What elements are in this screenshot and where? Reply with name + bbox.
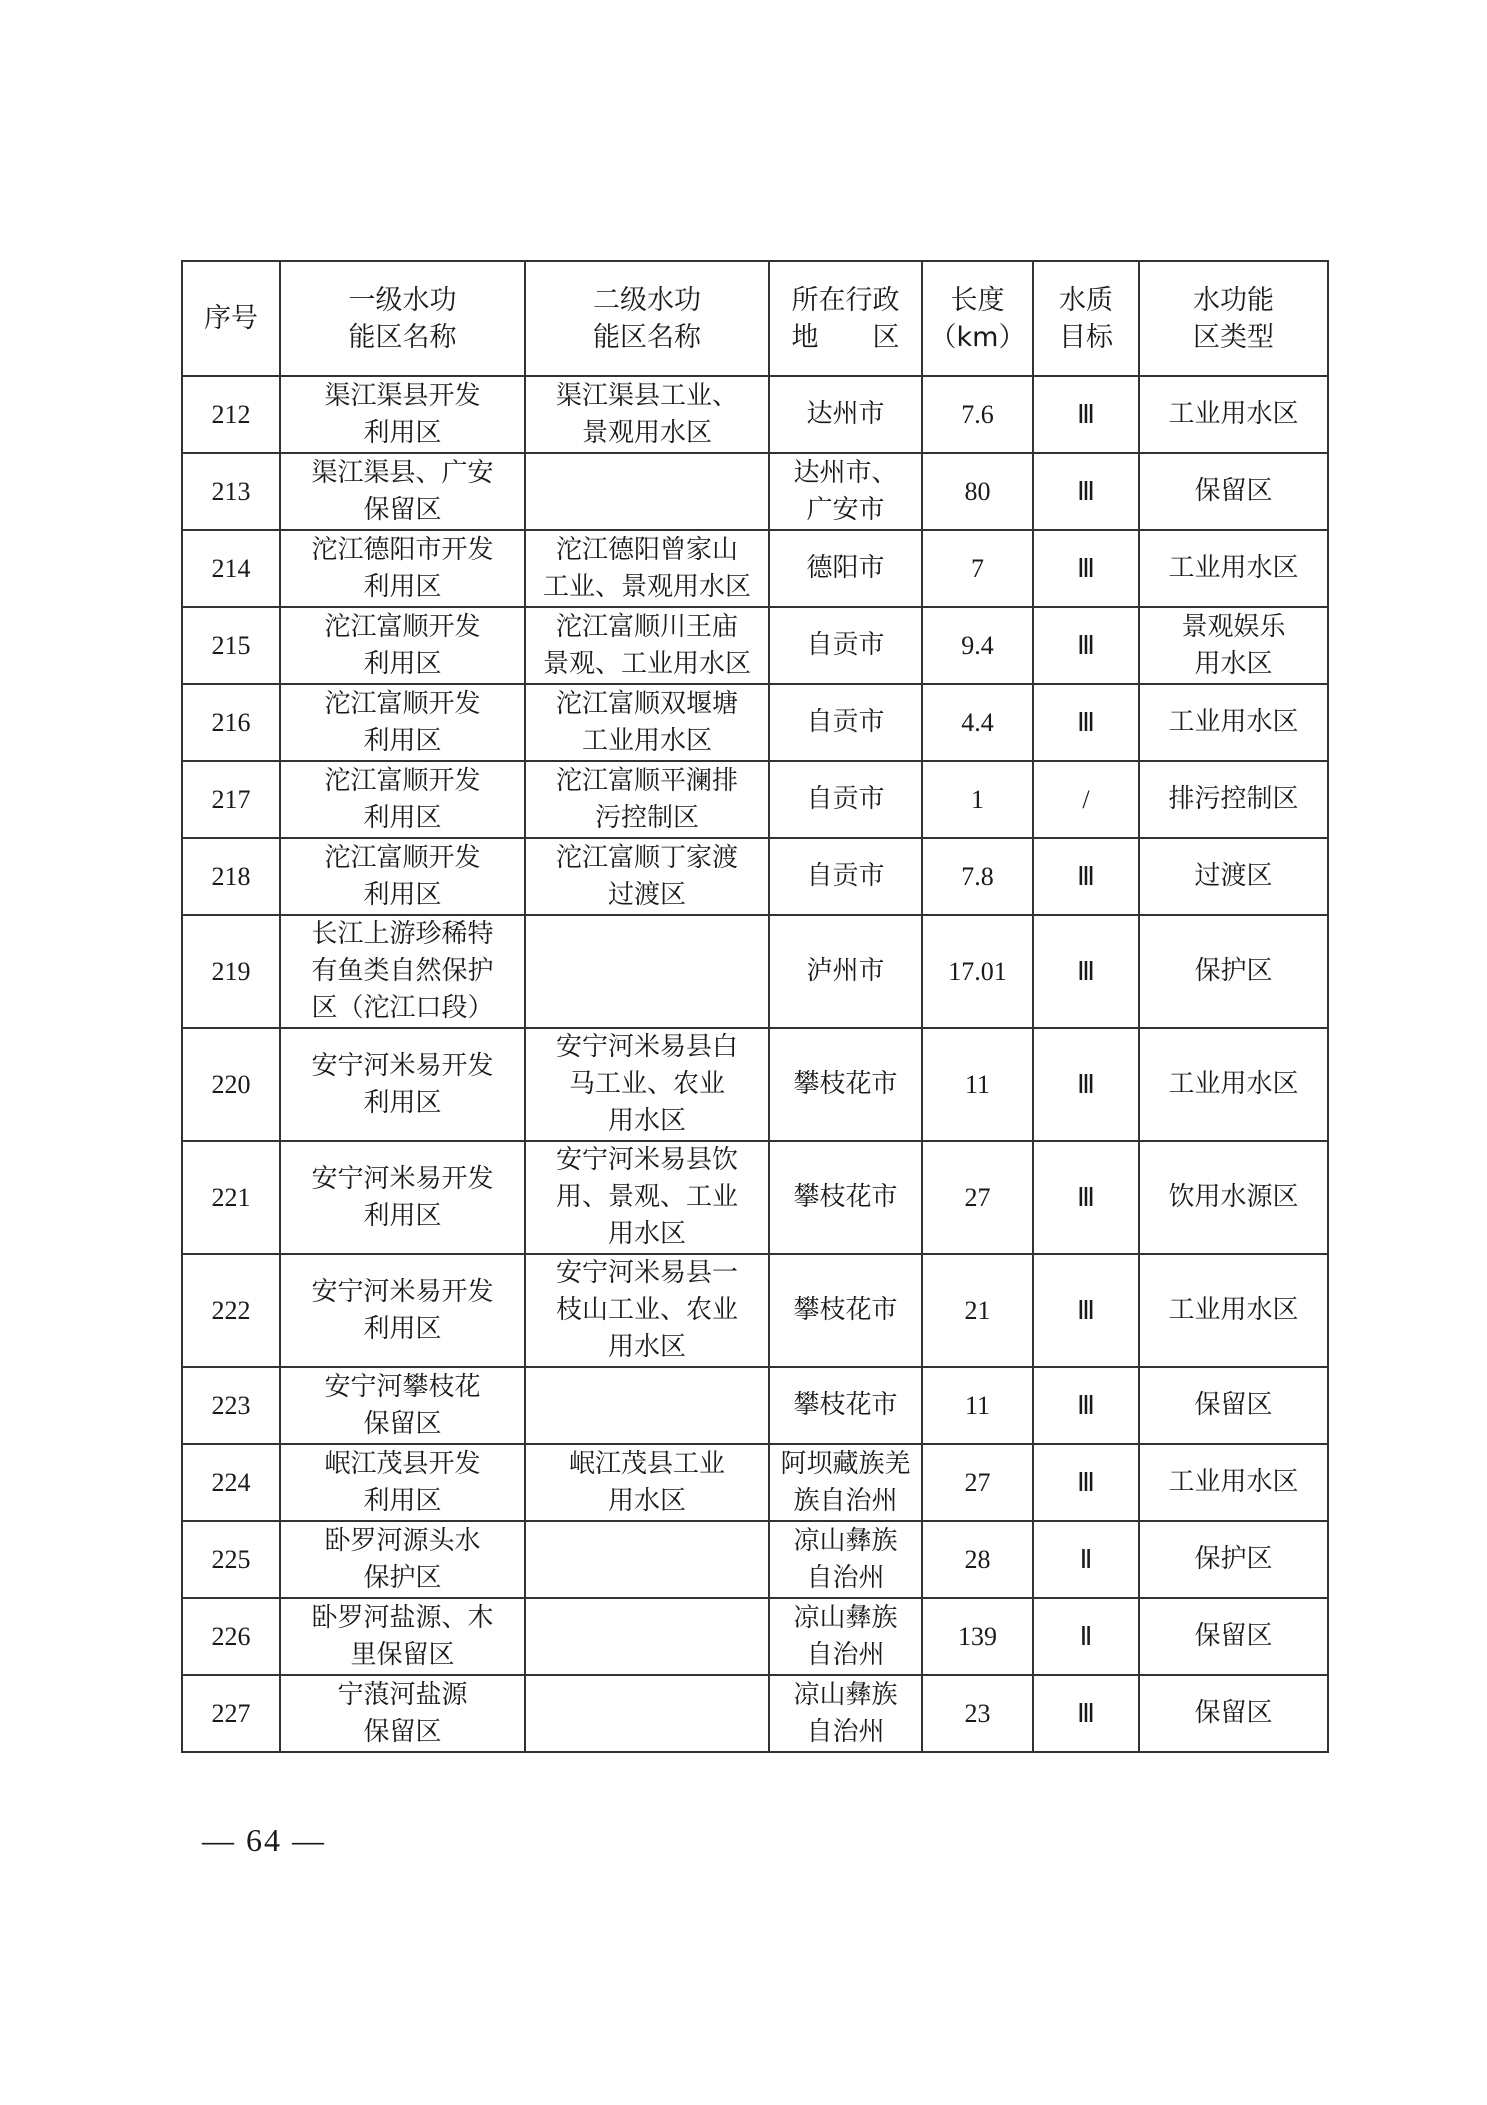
cell-region — [769, 376, 922, 453]
cell-line: 安宁河米易县饮 — [555, 1145, 738, 1175]
header-line: 水功能 — [1193, 284, 1274, 316]
cell-level2 — [525, 684, 769, 761]
cell-line: 岷江茂县开发 — [324, 1448, 481, 1479]
cell-line: 里保留区 — [350, 1639, 455, 1670]
cell-line: 渠江渠县、广安 — [311, 457, 494, 488]
cell-line: 沱江富顺丁家渡 — [555, 842, 738, 873]
cell-quality: Ⅲ — [1033, 530, 1139, 607]
cell-line: 广安市 — [806, 494, 885, 525]
cell-line: 景观用水区 — [581, 417, 712, 448]
header-line: 序号 — [204, 303, 258, 334]
cell-level2 — [525, 915, 769, 1028]
cell-line: 攀枝花市 — [793, 1069, 898, 1099]
cell-line: 保留区 — [1194, 1621, 1273, 1651]
cell-line: 族自治州 — [793, 1485, 898, 1516]
cell-level1 — [280, 1367, 525, 1444]
cell-quality: Ⅱ — [1033, 1521, 1139, 1598]
table-row — [182, 607, 1328, 684]
header-line: 一级水功 — [348, 284, 457, 316]
cell-line: 保护区 — [363, 1562, 442, 1593]
cell-line: 长江上游珍稀特 — [311, 919, 494, 949]
cell-length: 9.4 — [922, 607, 1033, 684]
cell-type — [1139, 453, 1328, 530]
cell-line: 用、景观、工业 — [555, 1182, 738, 1212]
cell-line: 沱江富顺开发 — [324, 688, 481, 719]
page-number: — 64 — — [202, 1822, 326, 1858]
cell-no: 221 — [182, 1141, 280, 1254]
header-cell-level1 — [280, 261, 525, 376]
table-row — [182, 376, 1328, 453]
cell-type — [1139, 838, 1328, 915]
cell-line: 用水区 — [1194, 648, 1273, 679]
table-row — [182, 1598, 1328, 1675]
table-row — [182, 684, 1328, 761]
cell-length: 7.6 — [922, 376, 1033, 453]
cell-level1 — [280, 761, 525, 838]
cell-line: 自贡市 — [806, 707, 885, 737]
cell-quality: Ⅲ — [1033, 1367, 1139, 1444]
cell-level1 — [280, 453, 525, 530]
header-cell-quality — [1033, 261, 1139, 376]
cell-line: 凉山彝族 — [793, 1679, 898, 1710]
cell-length: 11 — [922, 1028, 1033, 1141]
cell-line: 安宁河攀枝花 — [324, 1371, 481, 1402]
table-row — [182, 453, 1328, 530]
cell-line: 利用区 — [363, 1200, 442, 1231]
cell-region — [769, 915, 922, 1028]
cell-line: 卧罗河源头水 — [324, 1525, 481, 1556]
cell-length: 28 — [922, 1521, 1033, 1598]
cell-level2 — [525, 453, 769, 530]
cell-quality: Ⅲ — [1033, 453, 1139, 530]
cell-length: 7 — [922, 530, 1033, 607]
cell-line: 岷江茂县工业 — [568, 1448, 725, 1479]
cell-line: 攀枝花市 — [793, 1390, 898, 1420]
cell-line: 沱江德阳曾家山 — [555, 534, 738, 565]
cell-region — [769, 1675, 922, 1752]
cell-line: 工业用水区 — [1168, 1467, 1299, 1497]
cell-region — [769, 1141, 922, 1254]
cell-level1 — [280, 1444, 525, 1521]
cell-no: 218 — [182, 838, 280, 915]
cell-type — [1139, 1254, 1328, 1367]
cell-region — [769, 1444, 922, 1521]
cell-line: 饮用水源区 — [1168, 1182, 1299, 1212]
header-line: 二级水功 — [593, 284, 701, 316]
table-header — [182, 261, 1328, 376]
cell-line: 达州市 — [806, 399, 885, 429]
cell-no: 217 — [182, 761, 280, 838]
table-row — [182, 1675, 1328, 1752]
cell-line: 保留区 — [363, 1408, 442, 1439]
cell-level1 — [280, 1521, 525, 1598]
cell-line: 攀枝花市 — [793, 1295, 898, 1325]
cell-line: 沱江富顺双堰塘 — [555, 688, 738, 719]
cell-type — [1139, 1521, 1328, 1598]
cell-line: 保留区 — [1194, 1390, 1273, 1420]
cell-line: 安宁河米易县白 — [555, 1032, 738, 1062]
cell-line: 保留区 — [1194, 476, 1273, 506]
cell-line: 德阳市 — [806, 553, 885, 583]
cell-line: 利用区 — [363, 417, 442, 448]
cell-line: 工业用水区 — [1168, 553, 1299, 583]
cell-region — [769, 684, 922, 761]
cell-type — [1139, 915, 1328, 1028]
cell-line: 工业、景观用水区 — [542, 571, 751, 602]
cell-line: 用水区 — [607, 1219, 686, 1249]
cell-line: 利用区 — [363, 1087, 442, 1118]
cell-level1 — [280, 1254, 525, 1367]
cell-line: 过渡区 — [1194, 861, 1273, 891]
cell-no: 212 — [182, 376, 280, 453]
cell-line: 凉山彝族 — [793, 1602, 898, 1633]
cell-type — [1139, 1675, 1328, 1752]
cell-no: 219 — [182, 915, 280, 1028]
header-line: 能区名称 — [593, 321, 701, 353]
table-row — [182, 530, 1328, 607]
cell-line: 枝山工业、农业 — [555, 1295, 738, 1325]
cell-line: 安宁河米易开发 — [311, 1050, 494, 1081]
cell-line: 污控制区 — [594, 802, 699, 833]
table-row — [182, 1028, 1328, 1141]
cell-quality: / — [1033, 761, 1139, 838]
cell-level2 — [525, 838, 769, 915]
cell-level1 — [280, 1675, 525, 1752]
cell-type — [1139, 1598, 1328, 1675]
header-line: 目标 — [1059, 321, 1113, 353]
cell-level2 — [525, 1521, 769, 1598]
cell-level2 — [525, 376, 769, 453]
cell-line: 景观娱乐 — [1181, 611, 1286, 642]
cell-length: 80 — [922, 453, 1033, 530]
cell-length: 27 — [922, 1444, 1033, 1521]
cell-region — [769, 838, 922, 915]
cell-quality: Ⅲ — [1033, 915, 1139, 1028]
cell-level1 — [280, 1028, 525, 1141]
table-row — [182, 1521, 1328, 1598]
cell-no: 222 — [182, 1254, 280, 1367]
table-row — [182, 1444, 1328, 1521]
cell-no: 227 — [182, 1675, 280, 1752]
cell-line: 利用区 — [363, 571, 442, 602]
cell-line: 渠江渠县工业、 — [555, 380, 738, 411]
cell-line: 卧罗河盐源、木 — [311, 1602, 494, 1633]
cell-line: 阿坝藏族羌 — [780, 1448, 911, 1479]
cell-quality: Ⅲ — [1033, 1444, 1139, 1521]
cell-line: 安宁河米易开发 — [311, 1276, 494, 1307]
cell-line: 过渡区 — [607, 879, 686, 910]
cell-line: 自治州 — [806, 1716, 885, 1747]
cell-line: 用水区 — [607, 1106, 686, 1136]
cell-length: 23 — [922, 1675, 1033, 1752]
cell-line: 自贡市 — [806, 861, 885, 891]
cell-line: 泸州市 — [806, 956, 885, 986]
cell-length: 11 — [922, 1367, 1033, 1444]
cell-line: 沱江富顺开发 — [324, 765, 481, 796]
cell-line: 沱江富顺川王庙 — [555, 611, 738, 642]
cell-line: 工业用水区 — [1168, 707, 1299, 737]
cell-type — [1139, 530, 1328, 607]
cell-region — [769, 1028, 922, 1141]
cell-quality: Ⅲ — [1033, 684, 1139, 761]
cell-region — [769, 761, 922, 838]
cell-length: 139 — [922, 1598, 1033, 1675]
cell-line: 工业用水区 — [1168, 399, 1299, 429]
cell-no: 226 — [182, 1598, 280, 1675]
cell-level2 — [525, 530, 769, 607]
cell-line: 工业用水区 — [1168, 1295, 1299, 1325]
cell-level2 — [525, 1028, 769, 1141]
cell-line: 保留区 — [363, 1716, 442, 1747]
cell-line: 区（沱江口段） — [311, 993, 494, 1023]
cell-line: 自贡市 — [806, 784, 885, 814]
header-row — [182, 261, 1328, 376]
cell-type — [1139, 684, 1328, 761]
cell-line: 沱江富顺开发 — [324, 611, 481, 642]
cell-level1 — [280, 530, 525, 607]
cell-line: 保留区 — [363, 494, 442, 525]
cell-line: 攀枝花市 — [793, 1182, 898, 1212]
cell-type — [1139, 761, 1328, 838]
cell-line: 自贡市 — [806, 630, 885, 660]
cell-line: 保留区 — [1194, 1698, 1273, 1728]
cell-length: 27 — [922, 1141, 1033, 1254]
cell-type — [1139, 376, 1328, 453]
cell-no: 224 — [182, 1444, 280, 1521]
cell-region — [769, 1521, 922, 1598]
cell-line: 保护区 — [1194, 1544, 1273, 1574]
cell-region — [769, 530, 922, 607]
cell-line: 达州市、 — [793, 457, 898, 488]
cell-no: 223 — [182, 1367, 280, 1444]
header-cell-type — [1139, 261, 1328, 376]
cell-line: 保护区 — [1194, 956, 1273, 986]
cell-level2 — [525, 1598, 769, 1675]
cell-quality: Ⅲ — [1033, 1028, 1139, 1141]
cell-line: 利用区 — [363, 648, 442, 679]
cell-line: 安宁河米易开发 — [311, 1163, 494, 1194]
cell-level2 — [525, 1254, 769, 1367]
header-line: 长度 — [950, 284, 1005, 316]
header-cell-region — [769, 261, 922, 376]
cell-length: 21 — [922, 1254, 1033, 1367]
cell-level1 — [280, 915, 525, 1028]
cell-level1 — [280, 684, 525, 761]
cell-line: 利用区 — [363, 1485, 442, 1516]
cell-type — [1139, 1141, 1328, 1254]
cell-line: 排污控制区 — [1168, 784, 1299, 814]
cell-type — [1139, 1028, 1328, 1141]
cell-level2 — [525, 1367, 769, 1444]
table-row — [182, 915, 1328, 1028]
header-line: 水质 — [1059, 284, 1113, 316]
cell-type — [1139, 1444, 1328, 1521]
table-row — [182, 838, 1328, 915]
cell-line: 马工业、农业 — [568, 1069, 725, 1099]
table-row — [182, 1254, 1328, 1367]
cell-quality: Ⅱ — [1033, 1598, 1139, 1675]
cell-quality: Ⅲ — [1033, 376, 1139, 453]
table-row — [182, 1141, 1328, 1254]
cell-line: 宁蒗河盐源 — [337, 1679, 468, 1710]
header-line: 能区名称 — [348, 321, 457, 353]
cell-level1 — [280, 607, 525, 684]
cell-no: 216 — [182, 684, 280, 761]
cell-no: 225 — [182, 1521, 280, 1598]
cell-line: 利用区 — [363, 879, 442, 910]
water-function-zone-table — [181, 260, 1329, 1753]
cell-level1 — [280, 1598, 525, 1675]
cell-region — [769, 453, 922, 530]
cell-no: 213 — [182, 453, 280, 530]
cell-length: 17.01 — [922, 915, 1033, 1028]
cell-length: 4.4 — [922, 684, 1033, 761]
header-cell-level2 — [525, 261, 769, 376]
cell-quality: Ⅲ — [1033, 1675, 1139, 1752]
table-row — [182, 761, 1328, 838]
cell-region — [769, 1367, 922, 1444]
cell-level2 — [525, 1444, 769, 1521]
cell-line: 自治州 — [806, 1639, 885, 1670]
cell-line: 沱江富顺平澜排 — [555, 765, 738, 796]
cell-type — [1139, 1367, 1328, 1444]
cell-type — [1139, 607, 1328, 684]
cell-line: 利用区 — [363, 725, 442, 756]
cell-line: 利用区 — [363, 802, 442, 833]
cell-line: 渠江渠县开发 — [324, 380, 481, 411]
cell-region — [769, 607, 922, 684]
cell-length: 1 — [922, 761, 1033, 838]
header-cell-no — [182, 261, 280, 376]
cell-line: 沱江富顺开发 — [324, 842, 481, 873]
cell-quality: Ⅲ — [1033, 838, 1139, 915]
cell-line: 利用区 — [363, 1313, 442, 1344]
cell-no: 215 — [182, 607, 280, 684]
header-line: 地 区 — [791, 321, 900, 353]
cell-line: 工业用水区 — [1168, 1069, 1299, 1099]
cell-line: 凉山彝族 — [793, 1525, 898, 1556]
cell-region — [769, 1254, 922, 1367]
header-cell-length — [922, 261, 1033, 376]
cell-level2 — [525, 607, 769, 684]
cell-level2 — [525, 761, 769, 838]
cell-region — [769, 1598, 922, 1675]
cell-no: 214 — [182, 530, 280, 607]
cell-line: 自治州 — [806, 1562, 885, 1593]
cell-quality: Ⅲ — [1033, 1141, 1139, 1254]
header-line: 所在行政 — [791, 284, 900, 316]
cell-level1 — [280, 376, 525, 453]
cell-line: 工业用水区 — [581, 725, 712, 756]
cell-line: 沱江德阳市开发 — [311, 534, 494, 565]
cell-quality: Ⅲ — [1033, 1254, 1139, 1367]
header-line: 区类型 — [1193, 321, 1274, 353]
cell-line: 有鱼类自然保护 — [311, 956, 494, 986]
cell-length: 7.8 — [922, 838, 1033, 915]
cell-level2 — [525, 1141, 769, 1254]
cell-line: 用水区 — [607, 1485, 686, 1516]
cell-line: 用水区 — [607, 1332, 686, 1362]
header-line: （km） — [929, 321, 1026, 353]
cell-line: 安宁河米易县一 — [555, 1258, 738, 1288]
cell-level2 — [525, 1675, 769, 1752]
table-body — [182, 376, 1328, 1752]
table-row — [182, 1367, 1328, 1444]
cell-level1 — [280, 838, 525, 915]
cell-quality: Ⅲ — [1033, 607, 1139, 684]
cell-level1 — [280, 1141, 525, 1254]
cell-no: 220 — [182, 1028, 280, 1141]
cell-line: 景观、工业用水区 — [542, 648, 751, 679]
